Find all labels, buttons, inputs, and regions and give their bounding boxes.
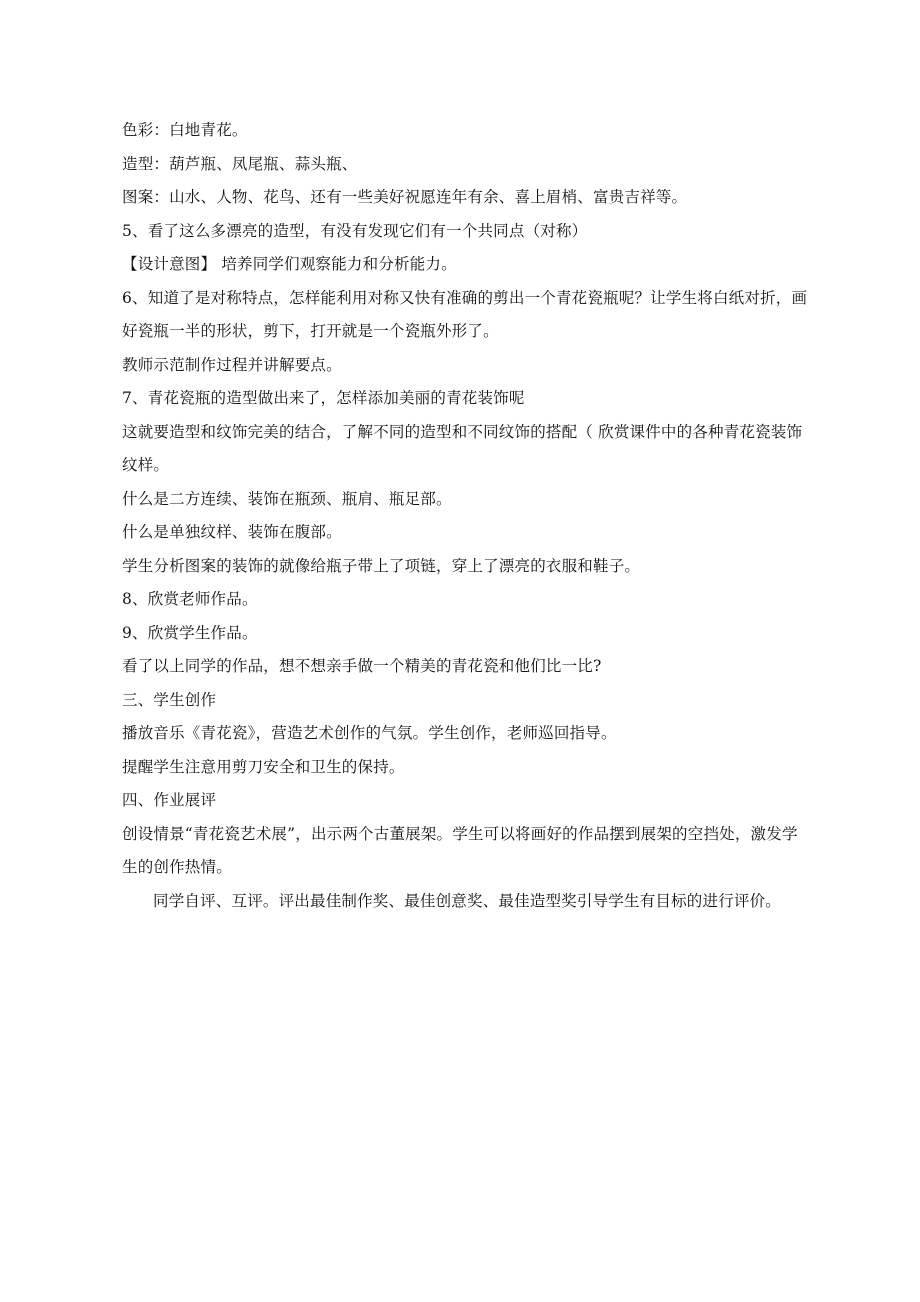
- paragraph-student-analysis: 学生分析图案的装饰的就像给瓶子带上了项链，穿上了漂亮的衣服和鞋子。: [122, 556, 641, 575]
- paragraph-step-8: 8、欣赏老师作品。: [122, 590, 258, 608]
- paragraph-continuous-pattern: 什么是二方连续、装饰在瓶颈、瓶肩、瓶足部。: [122, 489, 452, 508]
- paragraph-pattern: 图案：山水、人物、花鸟、还有一些美好祝愿连年有余、喜上眉梢、富贵吉祥等。: [122, 188, 688, 206]
- paragraph-teacher-demo: 教师示范制作过程并讲解要点。: [122, 355, 342, 374]
- paragraph-color: 色彩：白地青花。: [122, 121, 248, 139]
- paragraph-shape: 造型：葫芦瓶、凤尾瓶、蒜头瓶、: [122, 154, 358, 173]
- paragraph-step-9: 9、欣赏学生作品。: [122, 623, 258, 642]
- paragraph-motivation: 看了以上同学的作品，想不想亲手做一个精美的青花瓷和他们比一比?: [122, 657, 602, 675]
- section-heading-evaluation: 四、作业展评: [122, 791, 217, 809]
- paragraph-exhibition: 创设情景“青花瓷艺术展”，出示两个古董展架。学生可以将画好的作品摆到展架的空挡处，激发学生的创作热情。: [122, 824, 798, 876]
- paragraph-step-7: 7、青花瓷瓶的造型做出来了，怎样添加美丽的青花装饰呢: [122, 389, 525, 407]
- paragraph-self-evaluation: 同学自评、互评。评出最佳制作奖、最佳创意奖、最佳造型奖引导学生有目标的进行评价。: [153, 891, 782, 910]
- paragraph-decoration-matching: 这就要造型和纹饰完美的结合，了解不同的造型和不同纹饰的搭配（ 欣赏课件中的各种青花瓷装饰纹样。: [122, 422, 803, 474]
- paragraph-design-intent: 【设计意图】 培养同学们观察能力和分析能力。: [122, 255, 457, 273]
- paragraph-safety-reminder: 提醒学生注意用剪刀安全和卫生的保持。: [122, 757, 405, 776]
- section-heading-creation: 三、学生创作: [122, 690, 217, 709]
- paragraph-step-5: 5、看了这么多漂亮的造型，有没有发现它们有一个共同点（对称）: [122, 221, 588, 240]
- paragraph-step-6: 6、知道了是对称特点，怎样能利用对称又快有准确的剪出一个青花瓷瓶呢？让学生将白纸对折，画好瓷瓶一半的形状，剪下，打开就是一个瓷瓶外形了。: [122, 288, 808, 340]
- paragraph-music: 播放音乐《青花瓷》，营造艺术创作的气氛。学生创作，老师巡回指导。: [122, 724, 617, 742]
- document-body: [122, 114, 812, 918]
- paragraph-single-pattern: 什么是单独纹样、装饰在腹部。: [122, 523, 342, 541]
